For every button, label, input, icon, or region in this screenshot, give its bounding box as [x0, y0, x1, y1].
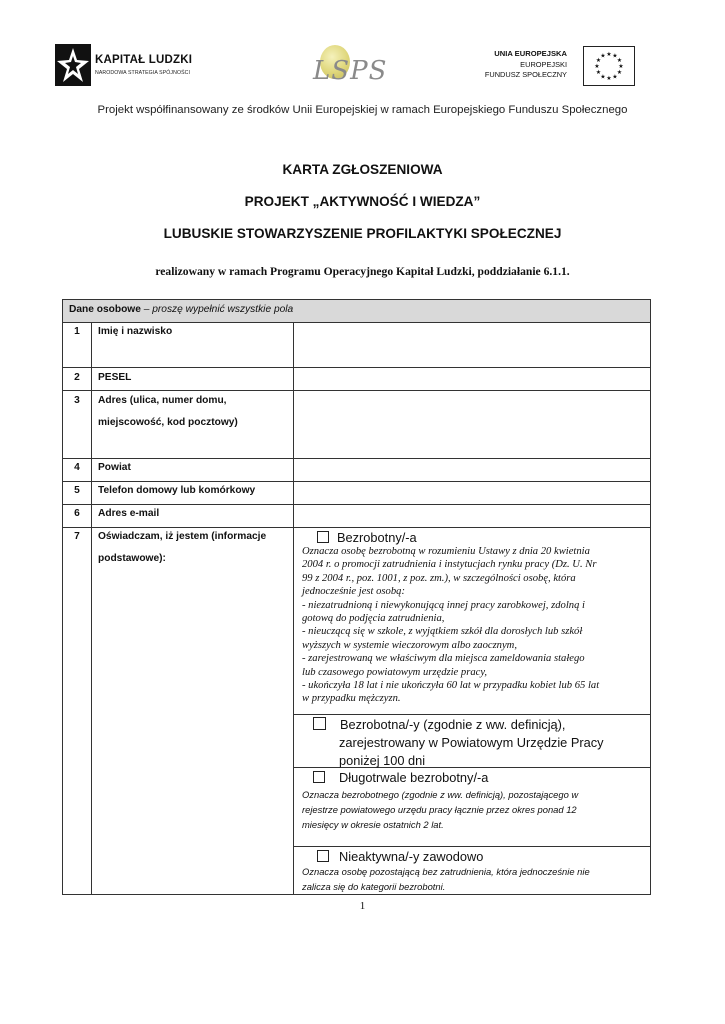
svg-text:★: ★ — [606, 51, 612, 58]
row-3-label-line2: miejscowość, kod pocztowy) — [98, 417, 238, 428]
kapital-ludzki-logo — [55, 44, 205, 86]
longterm-desc-line: Oznacza bezrobotnego (zgodnie z ww. definicją), pozostającego w — [302, 789, 579, 800]
row-4-number: 4 — [74, 462, 80, 473]
eu-line-1: UNIA EUROPEJSKA — [494, 49, 567, 58]
eu-line-3: FUNDUSZ SPOŁECZNY — [484, 70, 567, 79]
eu-logo-text — [485, 49, 567, 81]
svg-text:★: ★ — [612, 52, 618, 60]
longterm-checkbox[interactable] — [313, 771, 325, 783]
unemployed-desc-line: Oznacza osobę bezrobotną w rozumieniu Ustawy z dnia 20 kwietnia — [302, 546, 590, 557]
section-header-bold: Dane osobowe — [69, 304, 141, 315]
row-3-label: Adres (ulica, numer domu, — [98, 395, 227, 406]
row-5-number: 5 — [74, 485, 80, 496]
inactive-description — [302, 864, 590, 894]
name-field[interactable] — [294, 323, 650, 367]
personal-data-table — [62, 299, 651, 895]
option-registered-under-100-days[interactable] — [313, 717, 565, 732]
registered-line-3: poniżej 100 dni — [339, 753, 426, 768]
row-4-label: Powiat — [98, 462, 131, 473]
row-1-label: Imię i nazwisko — [98, 326, 173, 337]
row-3-number: 3 — [74, 395, 80, 406]
eu-line-2: EUROPEJSKI — [520, 59, 567, 69]
row-6-label: Adres e-mail — [98, 508, 160, 519]
option-unemployed[interactable] — [317, 530, 417, 545]
longterm-desc-line: miesięcy w okresie ostatnich 2 lat. — [302, 819, 444, 830]
longterm-label: Długotrwale bezrobotny/-a — [339, 770, 489, 785]
program-line: realizowany w ramach Programu Operacyjnego Kapitał Ludzki, poddziałanie 6.1.1. — [155, 265, 570, 278]
unemployed-desc-line: - niezatrudnioną i niewykonującą innej pracy zarobkowej, zdolną i — [302, 599, 585, 611]
svg-text:★: ★ — [618, 63, 624, 70]
row-7-number: 7 — [74, 531, 80, 542]
section-header-italic: – proszę wypełnić wszystkie pola — [140, 304, 294, 315]
svg-text:★: ★ — [600, 52, 606, 60]
unemployed-description — [302, 545, 643, 706]
cofinancing-note: Projekt współfinansowany ze środków Unii Europejskiej w ramach Europejskiego Funduszu Społecznego — [97, 104, 628, 116]
registered-line-2: zarejestrowany w Powiatowym Urzędzie Pracy — [339, 735, 604, 750]
unemployed-desc-line: - nieuczącą się w szkole, z wyjątkiem szkół dla dorosłych lub szkół — [302, 626, 583, 638]
county-field[interactable] — [294, 459, 650, 481]
svg-text:★: ★ — [612, 73, 618, 81]
option-longterm-unemployed[interactable] — [313, 770, 488, 785]
registered-checkbox[interactable] — [313, 717, 326, 730]
project-title: PROJEKT „AKTYWNOŚĆ I WIEDZA” — [244, 194, 481, 209]
row-5-label: Telefon domowy lub komórkowy — [98, 485, 256, 496]
svg-text:★: ★ — [595, 69, 602, 76]
svg-text:★: ★ — [594, 63, 600, 70]
unemployed-desc-line: jednocześnie jest osobą: — [302, 586, 405, 598]
row-6-number: 6 — [74, 508, 80, 519]
unemployed-desc-line: gotową do podjęcia zatrudnienia, — [302, 613, 445, 625]
unemployed-label: Bezrobotny/-a — [337, 530, 417, 545]
lsps-logo — [305, 40, 388, 96]
email-field[interactable] — [294, 505, 650, 527]
pesel-field[interactable] — [294, 368, 650, 390]
section-header — [63, 300, 650, 323]
association-title: LUBUSKIE STOWARZYSZENIE PROFILAKTYKI SPOŁECZNEJ — [163, 226, 562, 241]
row-2-label: PESEL — [98, 372, 132, 383]
unemployed-checkbox[interactable] — [317, 531, 329, 543]
unemployed-desc-line: lub czasowego powiatowym urzędzie pracy, — [302, 666, 488, 678]
registered-line-1: Bezrobotna/-y (zgodnie z ww. definicją), — [340, 717, 566, 732]
address-field[interactable] — [294, 391, 650, 458]
svg-text:★: ★ — [606, 75, 612, 82]
eu-flag-icon — [583, 46, 635, 86]
longterm-desc-line: rejestrze powiatowego urzędu pracy łącznie przez okres ponad 12 — [302, 804, 577, 815]
svg-text:★: ★ — [600, 73, 606, 81]
inactive-desc-line: Oznacza osobę pozostającą bez zatrudnienia, która jednocześnie nie — [302, 866, 590, 877]
svg-text:★: ★ — [616, 69, 623, 76]
unemployed-desc-line: 99 z 2004 r., poz. 1001, z poz. zm.), w szczególności osobę, która — [302, 572, 576, 584]
page-number: 1 — [359, 900, 366, 912]
longterm-description — [302, 787, 578, 832]
row-7-label: Oświadczam, iż jestem (informacje — [98, 531, 267, 542]
inactive-label: Nieaktywna/-y zawodowo — [339, 849, 484, 864]
phone-field[interactable] — [294, 482, 650, 504]
unemployed-desc-line: w przypadku mężczyzn. — [302, 693, 401, 705]
unemployed-desc-line: wyższych w systemie wieczorowym albo zaocznym, — [302, 639, 517, 651]
row-1-number: 1 — [74, 326, 80, 337]
inactive-desc-line: zalicza się do kategorii bezrobotni. — [302, 881, 446, 892]
kapital-ludzki-title: KAPITAŁ LUDZKI — [95, 54, 193, 66]
option-inactive[interactable] — [317, 849, 483, 864]
unemployed-desc-line: - ukończyła 18 lat i nie ukończyła 60 lat w przypadku kobiet lub 65 lat — [302, 680, 600, 692]
form-title: KARTA ZGŁOSZENIOWA — [282, 162, 443, 177]
inactive-checkbox[interactable] — [317, 850, 329, 862]
row-7-label-line2: podstawowe): — [98, 553, 166, 564]
row-2-number: 2 — [74, 372, 80, 383]
kapital-ludzki-subtitle: NARODOWA STRATEGIA SPÓJNOŚCI — [95, 70, 191, 76]
unemployed-desc-line: - zarejestrowaną we właściwym dla miejsca zameldowania stałego — [302, 653, 585, 665]
unemployed-desc-line: 2004 r. o promocji zatrudnienia i instytucjach rynku pracy (Dz. U. Nr — [302, 559, 597, 571]
svg-text:★: ★ — [595, 57, 602, 64]
lsps-logo-text: LSPS — [313, 56, 388, 86]
svg-text:★: ★ — [616, 57, 623, 64]
kapital-ludzki-star-icon — [55, 44, 91, 86]
